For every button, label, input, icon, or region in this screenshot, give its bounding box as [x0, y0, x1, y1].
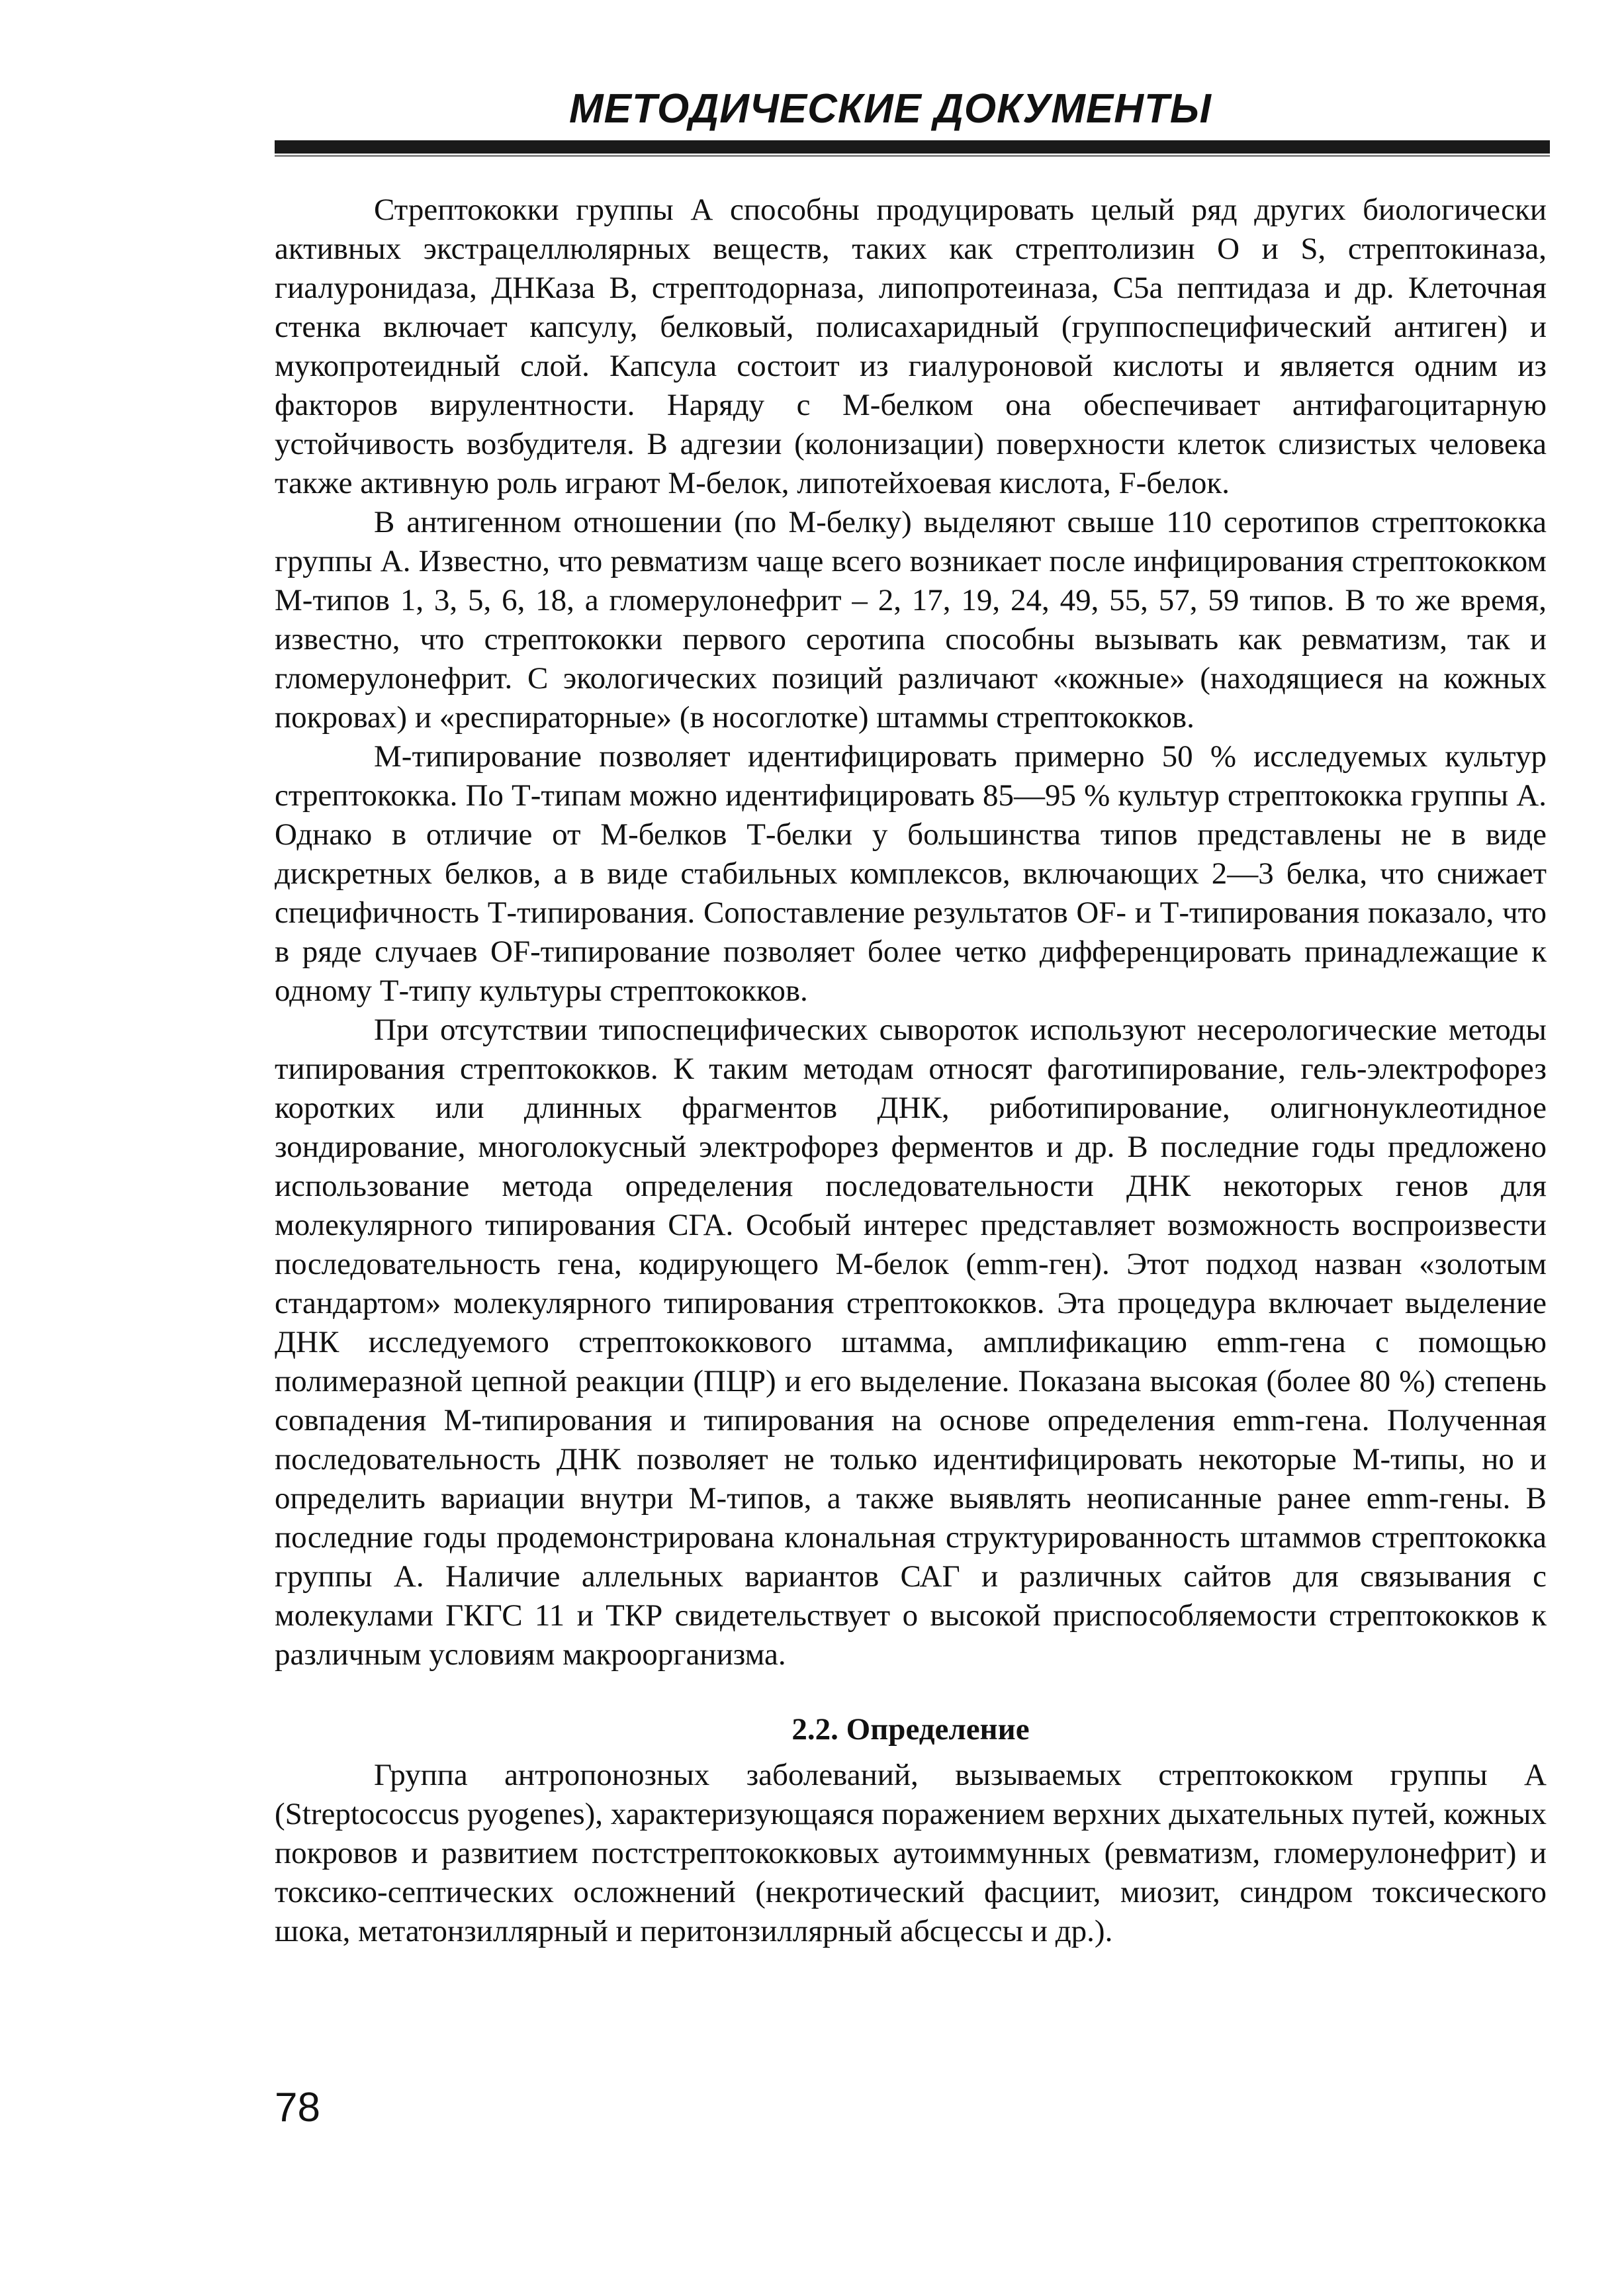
header-rule-underline — [275, 155, 1550, 157]
header-rule — [275, 140, 1550, 154]
paragraph: В антигенном отношении (по М-белку) выделяют свыше 110 серотипов стрептококка группы А. Известно, что ревматизм чаще всего возникает после инфицирования стрептококком М-типов 1, 3, 5, 6, 18, а гломерулонефрит – 2, 17, 19, 24, 49, 55, 57, 59 типов. В то же время, известно, что стрептококки первого серотипа способны вызывать как ревматизм, так и гломерулонефрит. С экологических позиций различают «кожные» (находящиеся на кожных покровах) и «респираторные» (в носоглотке) штаммы стрептококков. — [275, 505, 1547, 735]
paragraph: М-типирование позволяет идентифицировать примерно 50 % исследуемых культур стрептококка. По Т-типам можно идентифицировать 85—95 % культур стрептококка группы А. Однако в отличие от М-белков Т-белки у большинства типов представлены не в виде дискретных белков, а в виде стабильных комплексов, включающих 2—3 белка, что снижает специфичность Т-типирования. Сопоставление результатов OF- и Т-типирования показало, что в ряде случаев OF-типирование позволяет более четко дифференцировать принадлежащие к одному Т-типу культуры стрептококков. — [275, 739, 1547, 1008]
definition-paragraph: Группа антропонозных заболеваний, вызываемых стрептококком группы А (Streptococcus pyogenes), характеризующаяся поражением верхних дыхательных путей, кожных покровов и развитием постстрептококковых аутоиммунных (ревматизм, гломерулонефрит) и токсико-септических осложнений (некротический фасциит, миозит, синдром токсического шока, метатонзиллярный и перитонзиллярный абсцессы и др.). — [275, 1758, 1547, 1948]
document-body — [275, 191, 1547, 1951]
section-heading: 2.2. Определение — [791, 1712, 1030, 1747]
page-header-title: МЕТОДИЧЕСКИЕ ДОКУМЕНТЫ — [569, 86, 1212, 132]
paragraph: При отсутствии типоспецифических сывороток используют несерологические методы типирования стрептококков. К таким методам относят фаготипирование, гель-электрофорез коротких или длинных фрагментов ДНК, риботипирование, олигнонуклеотидное зондирование, многолокусный электрофорез ферментов и др. В последние годы предложено использование метода определения последовательности ДНК некоторых генов для молекулярного типирования СГА. Особый интерес представляет возможность воспроизвести последовательность гена, кодирующего М-белок (emm-ген). Этот подход назван «золотым стандартом» молекулярного типирования стрептококков. Эта процедура включает выделение ДНК исследуемого стрептококкового штамма, амплификацию emm-гена с помощью полимеразной цепной реакции (ПЦР) и его выделение. Показана высокая (более 80 %) степень совпадения М-типирования и типирования на основе определения emm-гена. Полученная последовательность ДНК позволяет не только идентифицировать некоторые М-типы, но и определить вариации внутри М-типов, а также выявлять неописанные ранее emm-гены. В последние годы продемонстрирована клональная структурированность штаммов стрептококка группы А. Наличие аллельных вариантов САГ и различных сайтов для связывания с молекулами ГКГС 11 и ТКР свидетельствует о высокой приспособляемости стрептококков к различным условиям макроорганизма. — [275, 1013, 1547, 1672]
page-number: 78 — [275, 2085, 320, 2130]
paragraph: Стрептококки группы А способны продуцировать целый ряд других биологически активных экстрацеллюлярных веществ, таких как стрептолизин О и S, стрептокиназа, гиалуронидаза, ДНКаза В, стрептодорназа, липопротеиназа, С5а пептидаза и др. Клеточная стенка включает капсулу, белковый, полисахаридный (группоспецифический антиген) и мукопротеидный слой. Капсула состоит из гиалуроновой кислоты и является одним из факторов вирулентности. Наряду с М-белком она обеспечивает антифагоцитарную устойчивость возбудителя. В адгезии (колонизации) поверхности клеток слизистых человека также активную роль играют М-белок, липотейхоевая кислота, F-белок. — [275, 193, 1547, 500]
